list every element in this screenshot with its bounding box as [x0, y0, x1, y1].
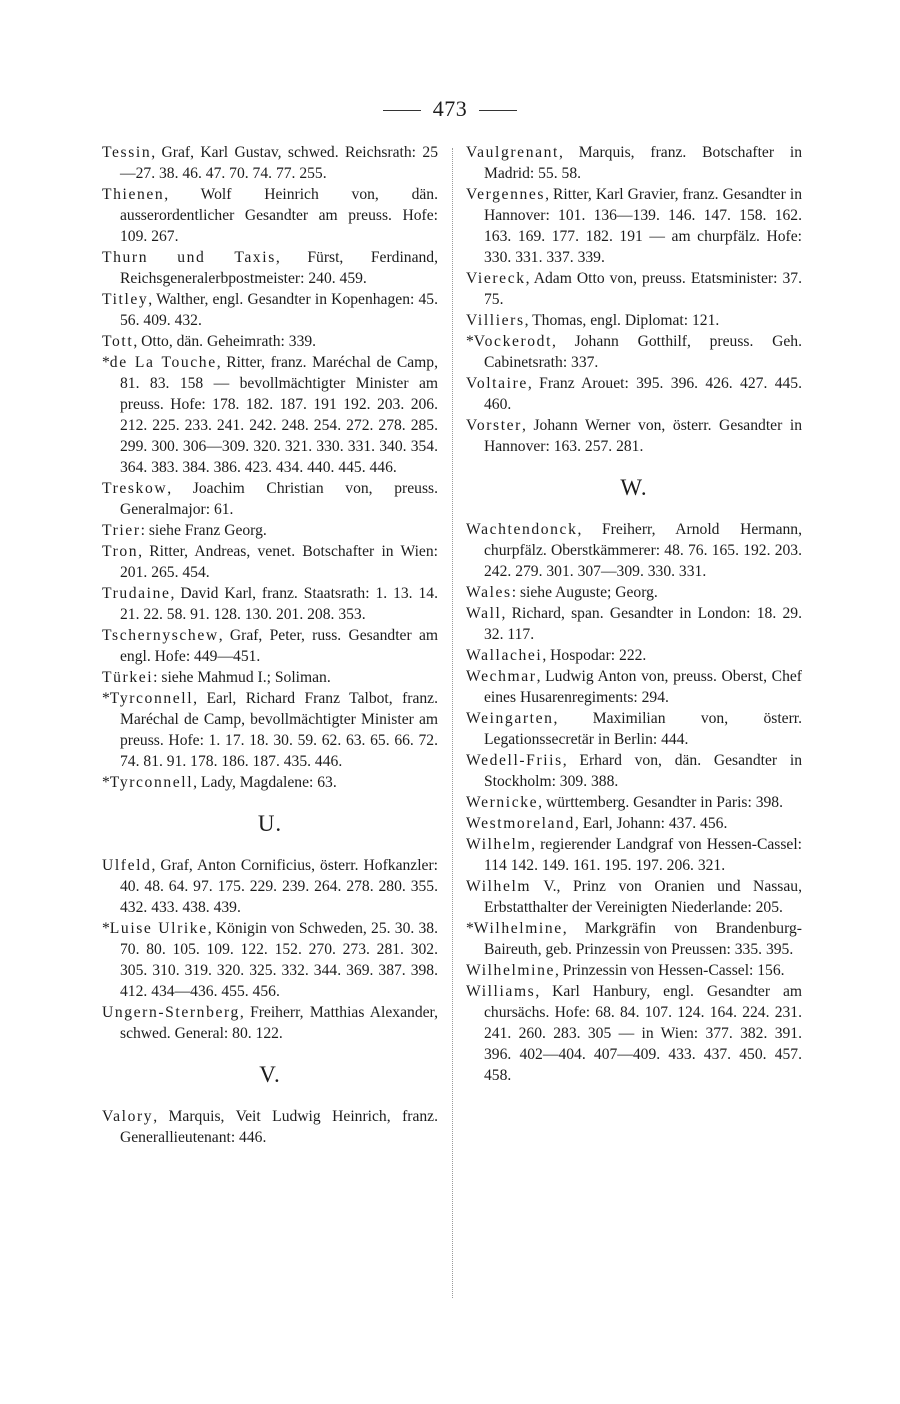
- index-entry: [102, 520, 438, 541]
- entry-details: , Earl, Johann: 437. 456.: [574, 815, 728, 832]
- index-entry: [102, 331, 438, 352]
- entry-name: Ulfeld: [102, 857, 152, 874]
- entry-details: , Ludwig Anton von, preuss. Oberst, Chef eines Husarenregiments: 294.: [484, 668, 802, 706]
- index-entry: [466, 792, 802, 813]
- index-entry: [466, 331, 802, 373]
- index-entry: [102, 583, 438, 625]
- index-entry: [102, 918, 438, 1002]
- entry-name: Wechmar: [466, 668, 537, 685]
- entry-name: Tott: [102, 333, 134, 350]
- entry-name: Titley: [102, 291, 149, 308]
- index-entry: [102, 184, 438, 247]
- entry-details: : siehe Mahmud I.; Soliman.: [153, 669, 331, 686]
- entry-details: , Königin von Schweden, 25. 30. 38. 70. 80. 105. 109. 122. 152. 270. 273. 281. 302. 305. 310. 319. 320. 325. 332. 344. 369. 387. 398. 412. 434—436. 455. 456.: [120, 920, 438, 1000]
- entry-details: , Ritter, Andreas, venet. Botschafter in Wien: 201. 265. 454.: [120, 543, 438, 581]
- entry-name: Voltaire: [466, 375, 528, 392]
- entry-name: Wales: [466, 584, 512, 601]
- entry-details: , Otto, dän. Geheimrath: 339.: [133, 333, 317, 350]
- index-entry: [466, 373, 802, 415]
- entry-name: Wilhelm: [466, 836, 532, 853]
- page-header: [0, 96, 900, 122]
- entry-name: Thurn und Taxis: [102, 249, 276, 266]
- section-letter: U.: [257, 811, 283, 836]
- column-divider: [452, 148, 453, 1298]
- entry-name: Thienen: [102, 186, 165, 203]
- entry-details: , regierender Landgraf von Hessen-Cassel: 114 142. 149. 161. 195. 197. 206. 321.: [484, 836, 802, 874]
- entry-name: Tyrconnell: [109, 690, 194, 707]
- entry-name: Vaulgrenant: [466, 144, 559, 161]
- header-dash-right: [479, 110, 517, 111]
- entry-name: Tessin: [102, 144, 152, 161]
- index-entry: [466, 415, 802, 457]
- entry-details: , Marquis, Veit Ludwig Heinrich, franz. Generallieutenant: 446.: [120, 1108, 438, 1146]
- entry-details: : siehe Franz Georg.: [140, 522, 267, 539]
- entry-details: , Franz Arouet: 395. 396. 426. 427. 445. 460.: [484, 375, 802, 413]
- index-entry: [102, 541, 438, 583]
- entry-details: , Markgräfin von Brandenburg-Baireuth, geb. Prinzessin von Preussen: 335. 395.: [484, 920, 802, 958]
- entry-details: , Karl Hanbury, engl. Gesandter am chursächs. Hofe: 68. 84. 107. 124. 164. 224. 231. 241. 260. 283. 305 — in Wien: 377. 382. 391. 396. 402—404. 407—409. 433. 437. 450. 457. 458.: [484, 983, 802, 1084]
- entry-name: Valory: [102, 1108, 154, 1125]
- entry-name: Villiers: [466, 312, 525, 329]
- entry-details: , Ritter, franz. Maréchal de Camp, 81. 83. 158 — bevollmächtigter Minister am preuss. Hofe: 178. 182. 187. 191 192. 203. 206. 212. 225. 233. 241. 242. 248. 254. 272. 278. 285. 299. 300. 306—309. 320. 321. 330. 331. 340. 354. 364. 383. 384. 386. 423. 434. 440. 445. 446.: [120, 354, 438, 476]
- index-entry: [102, 855, 438, 918]
- entry-details: , Joachim Christian von, preuss. Generalmajor: 61.: [120, 480, 438, 518]
- right-column: [466, 142, 802, 1086]
- entry-details: , Freiherr, Matthias Alexander, schwed. General: 80. 122.: [120, 1004, 438, 1042]
- header-dash-left: [383, 110, 421, 111]
- index-entry: [102, 625, 438, 667]
- index-entry: [466, 834, 802, 876]
- entry-name: Weingarten: [466, 710, 554, 727]
- entry-details: , Johann Gotthilf, preuss. Geh. Cabinetsrath: 337.: [484, 333, 802, 371]
- entry-details: , Graf, Anton Cornificius, österr. Hofkanzler: 40. 48. 64. 97. 175. 229. 239. 264. 278. 280. 355. 432. 433. 438. 439.: [120, 857, 438, 916]
- entry-details: , Johann Werner von, österr. Gesandter in Hannover: 163. 257. 281.: [484, 417, 802, 455]
- entry-marker: *: [102, 774, 110, 791]
- entry-name: Tyrconnell: [109, 774, 194, 791]
- entry-marker: *: [466, 333, 474, 350]
- index-entry: [466, 876, 802, 918]
- entry-name: Vergennes: [466, 186, 546, 203]
- index-entry: [102, 142, 438, 184]
- entry-name: Wall: [466, 605, 502, 622]
- entry-name: Türkei: [102, 669, 154, 686]
- entry-details: V., Prinz von Oranien und Nassau, Erbstatthalter der Vereinigten Niederlande: 205.: [484, 878, 802, 916]
- entry-name: Tschernyschew: [102, 627, 219, 644]
- index-entry: [466, 981, 802, 1086]
- index-entry: [466, 645, 802, 666]
- entry-name: Wilhelm: [466, 878, 532, 895]
- index-entry: [102, 247, 438, 289]
- index-entry: [102, 688, 438, 772]
- entry-details: , Graf, Peter, russ. Gesandter am engl. Hofe: 449—451.: [120, 627, 438, 665]
- entry-details: , David Karl, franz. Staatsrath: 1. 13. 14. 21. 22. 58. 91. 128. 130. 201. 208. 353.: [120, 585, 438, 623]
- left-column: [102, 142, 438, 1148]
- page-number: 473: [432, 96, 468, 121]
- entry-name: Wilhelmine: [473, 920, 563, 937]
- entry-name: Williams: [466, 983, 536, 1000]
- index-entry: [102, 478, 438, 520]
- entry-name: Trudaine: [102, 585, 171, 602]
- index-entry: [466, 310, 802, 331]
- index-entry: [466, 603, 802, 645]
- entry-details: , Prinzessin von Hessen-Cassel: 156.: [555, 962, 785, 979]
- section-letter: W.: [620, 475, 648, 500]
- entry-name: Wernicke: [466, 794, 539, 811]
- entry-name: Vockerodt: [473, 333, 553, 350]
- entry-name: Ungern-Sternberg: [102, 1004, 240, 1021]
- index-entry: [466, 708, 802, 750]
- entry-details: , Fürst, Ferdinand, Reichsgeneralerbpostmeister: 240. 459.: [120, 249, 438, 287]
- index-entry: [102, 1002, 438, 1044]
- entry-name: Vorster: [466, 417, 522, 434]
- entry-details: , Thomas, engl. Diplomat: 121.: [524, 312, 720, 329]
- entry-details: , Erhard von, dän. Gesandter in Stockholm: 309. 388.: [484, 752, 802, 790]
- entry-name: Tron: [102, 543, 139, 560]
- entry-name: de La Touche: [109, 354, 217, 371]
- entry-details: , Maximilian von, österr. Legationssecretär in Berlin: 444.: [484, 710, 802, 748]
- index-entry: [466, 666, 802, 708]
- entry-marker: *: [102, 920, 110, 937]
- index-entry: [102, 1106, 438, 1148]
- index-entry: [466, 960, 802, 981]
- index-entry: [466, 750, 802, 792]
- entry-marker: *: [102, 690, 110, 707]
- entry-marker: *: [466, 920, 474, 937]
- index-entry: [466, 268, 802, 310]
- index-entry: [102, 352, 438, 478]
- index-entry: [466, 519, 802, 582]
- section-letter: V.: [259, 1062, 281, 1087]
- index-entry: [102, 289, 438, 331]
- index-entry: [466, 813, 802, 834]
- entry-name: Trier: [102, 522, 141, 539]
- entry-details: , Walther, engl. Gesandter in Kopenhagen: 45. 56. 409. 432.: [120, 291, 438, 329]
- index-entry: [102, 667, 438, 688]
- entry-name: Wachtendonck: [466, 521, 578, 538]
- entry-details: , Ritter, Karl Gravier, franz. Gesandter in Hannover: 101. 136—139. 146. 147. 158. 162. 163. 169. 177. 182. 191 — am churpfälz. Hofe: 330. 331. 337. 339.: [484, 186, 802, 266]
- entry-name: Viereck: [466, 270, 526, 287]
- entry-details: , Wolf Heinrich von, dän. ausserordentlicher Gesandter am preuss. Hofe: 109. 267.: [120, 186, 438, 245]
- entry-name: Wilhelmine: [466, 962, 555, 979]
- entry-details: , Marquis, franz. Botschafter in Madrid: 55. 58.: [484, 144, 802, 182]
- entry-details: , Hospodar: 222.: [542, 647, 647, 664]
- entry-details: : siehe Auguste; Georg.: [511, 584, 658, 601]
- entry-details: , Earl, Richard Franz Talbot, franz. Maréchal de Camp, bevollmächtigter Minister am preuss. Hofe: 1. 17. 18. 30. 59. 62. 63. 65. 66. 72. 74. 81. 91. 178. 186. 187. 435. 446.: [120, 690, 438, 770]
- entry-details: , Richard, span. Gesandter in London: 18. 29. 32. 117.: [484, 605, 802, 643]
- entry-details: , Graf, Karl Gustav, schwed. Reichsrath: 25—27. 38. 46. 47. 70. 74. 77. 255.: [120, 144, 438, 182]
- entry-name: Wallachei: [466, 647, 543, 664]
- entry-name: Treskow: [102, 480, 168, 497]
- entry-name: Luise Ulrike: [109, 920, 208, 937]
- index-entry: [466, 582, 802, 603]
- index-entry: [466, 184, 802, 268]
- entry-name: Wedell-Friis: [466, 752, 563, 769]
- entry-details: , Adam Otto von, preuss. Etatsminister: 37. 75.: [484, 270, 802, 308]
- entry-marker: *: [102, 354, 110, 371]
- index-entry: [466, 918, 802, 960]
- index-entry: [102, 772, 438, 793]
- index-entry: [466, 142, 802, 184]
- entry-details: , württemberg. Gesandter in Paris: 398.: [538, 794, 783, 811]
- entry-details: , Lady, Magdalene: 63.: [193, 774, 337, 791]
- entry-name: Westmoreland: [466, 815, 575, 832]
- entry-details: , Freiherr, Arnold Hermann, churpfälz. Oberstkämmerer: 48. 76. 165. 192. 203. 242. 279. 301. 307—309. 330. 331.: [484, 521, 802, 580]
